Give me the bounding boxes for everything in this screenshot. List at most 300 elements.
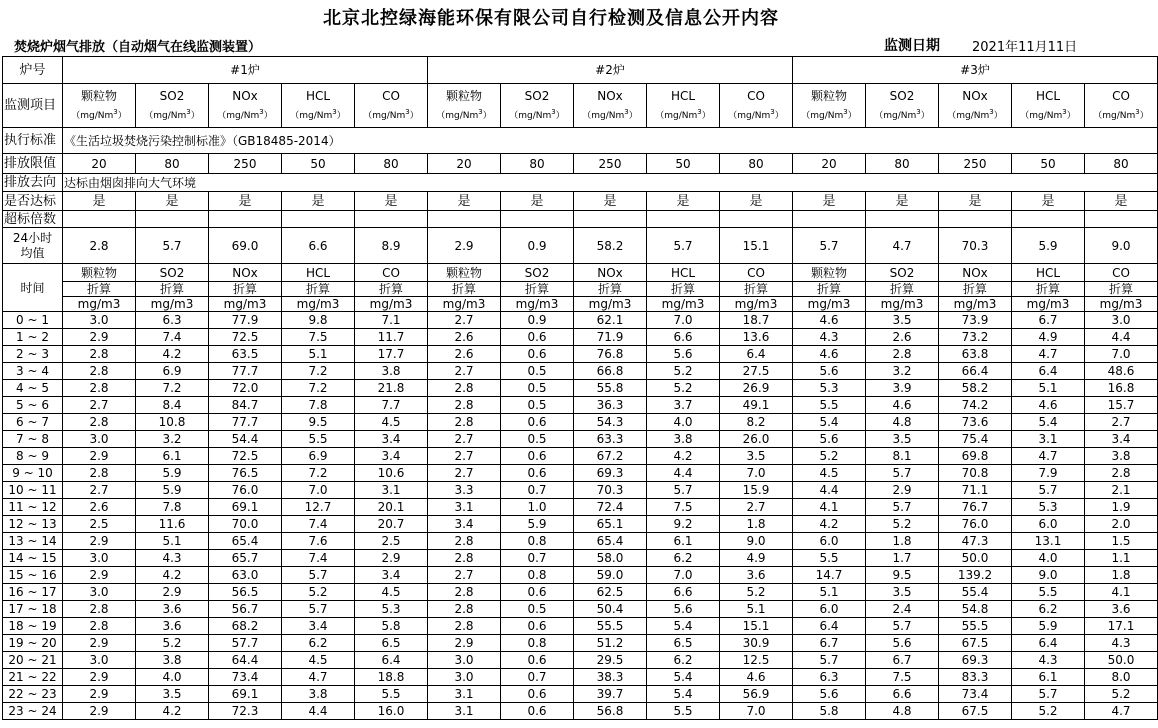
hourly-value: 2.4 xyxy=(866,601,939,618)
monitor-item-cell xyxy=(428,84,501,128)
pollutant-unit xyxy=(1012,109,1084,121)
hourly-value: 70.3 xyxy=(574,482,647,499)
hourly-value: 62.1 xyxy=(574,312,647,329)
hourly-value: 18.7 xyxy=(720,312,793,329)
pollutant-unit xyxy=(574,109,646,121)
hourly-value: 5.2 xyxy=(647,380,720,397)
hourly-value: 50.4 xyxy=(574,601,647,618)
unit-prefix: （mg/Nm xyxy=(509,111,552,121)
hourly-value: 5.1 xyxy=(793,584,866,601)
compliance-value: 是 xyxy=(793,192,866,211)
sub-pollutant-name: 颗粒物 xyxy=(793,264,866,282)
hourly-value: 4.3 xyxy=(793,329,866,346)
furnace-header-row xyxy=(3,57,1158,84)
hourly-value: 76.7 xyxy=(939,499,1012,516)
hourly-value: 4.7 xyxy=(1012,448,1085,465)
limit-value: 20 xyxy=(63,154,136,174)
hourly-value: 6.3 xyxy=(136,312,209,329)
hourly-value: 73.6 xyxy=(939,414,1012,431)
avg24-value: 70.3 xyxy=(939,228,1012,264)
monitor-item-cell xyxy=(574,84,647,128)
hourly-value: 4.4 xyxy=(647,465,720,482)
unit-prefix: （mg/Nm xyxy=(363,111,406,121)
monitor-item-label: 监测项目 xyxy=(3,84,63,128)
hourly-value: 2.9 xyxy=(63,448,136,465)
table-row xyxy=(3,431,1158,448)
unit-superscript: 3 xyxy=(770,108,775,116)
hourly-value: 9.8 xyxy=(282,312,355,329)
hourly-value: 139.2 xyxy=(939,567,1012,584)
hourly-value: 70.8 xyxy=(939,465,1012,482)
hourly-value: 4.7 xyxy=(1085,703,1158,720)
hourly-value: 76.0 xyxy=(939,516,1012,533)
hourly-value: 65.4 xyxy=(574,533,647,550)
hourly-value: 20.7 xyxy=(355,516,428,533)
hourly-value: 7.2 xyxy=(136,380,209,397)
table-row xyxy=(3,448,1158,465)
hourly-value: 72.4 xyxy=(574,499,647,516)
hourly-value: 4.8 xyxy=(866,414,939,431)
hourly-value: 5.3 xyxy=(355,601,428,618)
conv-label: 折算 xyxy=(209,282,282,297)
hourly-value: 4.2 xyxy=(647,448,720,465)
hourly-value: 2.9 xyxy=(136,584,209,601)
unit-prefix: （mg/Nm xyxy=(728,111,771,121)
hourly-value: 10.6 xyxy=(355,465,428,482)
time-range: 6 ~ 7 xyxy=(3,414,63,431)
unit-suffix: ） xyxy=(117,111,127,121)
hourly-value: 5.6 xyxy=(793,431,866,448)
hourly-value: 73.4 xyxy=(209,669,282,686)
avg24-label-line2: 均值 xyxy=(20,246,45,260)
hourly-value: 2.8 xyxy=(428,601,501,618)
hourly-value: 5.8 xyxy=(793,703,866,720)
exceed-row xyxy=(3,211,1158,228)
hourly-value: 5.5 xyxy=(282,431,355,448)
hourly-value: 2.9 xyxy=(355,550,428,567)
hourly-value: 4.4 xyxy=(282,703,355,720)
hourly-value: 69.1 xyxy=(209,499,282,516)
sub-pollutant-name: 颗粒物 xyxy=(63,264,136,282)
hourly-value: 6.6 xyxy=(647,584,720,601)
unit-superscript: 3 xyxy=(186,108,191,116)
time-range: 5 ~ 6 xyxy=(3,397,63,414)
unit-label: mg/m3 xyxy=(574,297,647,312)
hourly-value: 50.0 xyxy=(1085,652,1158,669)
hourly-value: 0.6 xyxy=(501,584,574,601)
hourly-value: 7.6 xyxy=(282,533,355,550)
hourly-value: 4.2 xyxy=(136,567,209,584)
compliance-row xyxy=(3,192,1158,211)
time-range: 1 ~ 2 xyxy=(3,329,63,346)
hourly-value: 4.7 xyxy=(282,669,355,686)
avg24-value: 5.7 xyxy=(793,228,866,264)
exceed-value xyxy=(282,211,355,228)
hourly-value: 47.3 xyxy=(939,533,1012,550)
hourly-value: 5.5 xyxy=(647,703,720,720)
pollutant-name: HCL xyxy=(1035,89,1061,103)
compliance-value: 是 xyxy=(939,192,1012,211)
furnace-3-header: #3炉 xyxy=(793,57,1158,84)
hourly-value: 7.5 xyxy=(647,499,720,516)
hourly-value: 7.2 xyxy=(282,380,355,397)
unit-prefix: （mg/Nm xyxy=(436,111,479,121)
table-row xyxy=(3,329,1158,346)
hourly-value: 2.5 xyxy=(63,516,136,533)
hourly-value: 3.6 xyxy=(136,601,209,618)
exceed-value xyxy=(63,211,136,228)
hourly-value: 55.5 xyxy=(939,618,1012,635)
sub-conv-row xyxy=(3,282,1158,297)
hourly-value: 70.0 xyxy=(209,516,282,533)
hourly-value: 5.6 xyxy=(647,601,720,618)
hourly-value: 5.7 xyxy=(866,499,939,516)
hourly-value: 4.2 xyxy=(793,516,866,533)
compliance-value: 是 xyxy=(720,192,793,211)
table-row xyxy=(3,550,1158,567)
hourly-value: 2.6 xyxy=(866,329,939,346)
monitor-item-cell xyxy=(793,84,866,128)
hourly-value: 7.0 xyxy=(647,312,720,329)
pollutant-name: CO xyxy=(382,89,400,103)
limit-value: 250 xyxy=(209,154,282,174)
hourly-value: 2.7 xyxy=(1085,414,1158,431)
hourly-value: 5.7 xyxy=(793,652,866,669)
destination-text: 达标由烟囱排向大气环境 xyxy=(63,174,1158,192)
hourly-value: 2.9 xyxy=(63,533,136,550)
time-range: 11 ~ 12 xyxy=(3,499,63,516)
hourly-value: 2.7 xyxy=(428,312,501,329)
hourly-value: 4.5 xyxy=(282,652,355,669)
compliance-value: 是 xyxy=(1085,192,1158,211)
limit-value: 50 xyxy=(647,154,720,174)
hourly-value: 4.0 xyxy=(136,669,209,686)
pollutant-unit xyxy=(355,109,427,121)
table-row xyxy=(3,346,1158,363)
hourly-value: 55.8 xyxy=(574,380,647,397)
conv-label: 折算 xyxy=(428,282,501,297)
hourly-value: 3.0 xyxy=(63,431,136,448)
unit-label: mg/m3 xyxy=(1085,297,1158,312)
unit-superscript: 3 xyxy=(405,108,410,116)
unit-label: mg/m3 xyxy=(866,297,939,312)
hourly-value: 2.9 xyxy=(63,635,136,652)
hourly-value: 1.8 xyxy=(1085,567,1158,584)
hourly-value: 76.8 xyxy=(574,346,647,363)
hourly-value: 3.9 xyxy=(866,380,939,397)
hourly-value: 5.2 xyxy=(1085,686,1158,703)
hourly-value: 48.6 xyxy=(1085,363,1158,380)
time-range: 15 ~ 16 xyxy=(3,567,63,584)
pollutant-name: SO2 xyxy=(889,89,915,103)
hourly-value: 3.1 xyxy=(428,686,501,703)
hourly-value: 3.8 xyxy=(1085,448,1158,465)
pollutant-unit xyxy=(428,109,500,121)
time-range: 19 ~ 20 xyxy=(3,635,63,652)
hourly-value: 5.7 xyxy=(866,618,939,635)
time-range: 7 ~ 8 xyxy=(3,431,63,448)
hourly-value: 2.9 xyxy=(63,703,136,720)
conv-label: 折算 xyxy=(574,282,647,297)
avg24-value: 15.1 xyxy=(720,228,793,264)
hourly-value: 8.2 xyxy=(720,414,793,431)
hourly-value: 3.7 xyxy=(647,397,720,414)
hourly-value: 5.9 xyxy=(136,482,209,499)
pollutant-name: 颗粒物 xyxy=(445,89,482,103)
pollutant-name: NOx xyxy=(597,89,623,103)
hourly-value: 6.4 xyxy=(793,618,866,635)
hourly-value: 5.9 xyxy=(136,465,209,482)
hourly-value: 26.9 xyxy=(720,380,793,397)
compliance-value: 是 xyxy=(574,192,647,211)
hourly-value: 6.1 xyxy=(1012,669,1085,686)
hourly-value: 29.5 xyxy=(574,652,647,669)
hourly-value: 4.0 xyxy=(647,414,720,431)
hourly-value: 71.9 xyxy=(574,329,647,346)
hourly-value: 2.7 xyxy=(428,465,501,482)
hourly-value: 5.7 xyxy=(647,482,720,499)
hourly-value: 3.5 xyxy=(866,584,939,601)
hourly-value: 73.2 xyxy=(939,329,1012,346)
conv-label: 折算 xyxy=(63,282,136,297)
hourly-value: 67.5 xyxy=(939,635,1012,652)
table-row xyxy=(3,686,1158,703)
pollutant-unit xyxy=(793,109,865,121)
hourly-value: 6.6 xyxy=(647,329,720,346)
sub-pollutant-name: 颗粒物 xyxy=(428,264,501,282)
hourly-value: 4.5 xyxy=(355,584,428,601)
hourly-value: 5.7 xyxy=(866,465,939,482)
hourly-value: 69.1 xyxy=(209,686,282,703)
hourly-value: 13.6 xyxy=(720,329,793,346)
hourly-value: 0.6 xyxy=(501,686,574,703)
compliance-value: 是 xyxy=(63,192,136,211)
pollutant-name: 颗粒物 xyxy=(810,89,847,103)
hourly-value: 69.8 xyxy=(939,448,1012,465)
table-row xyxy=(3,635,1158,652)
hourly-value: 2.6 xyxy=(63,499,136,516)
unit-label: mg/m3 xyxy=(136,297,209,312)
unit-superscript: 3 xyxy=(624,108,629,116)
hourly-value: 3.5 xyxy=(866,431,939,448)
hourly-value: 6.4 xyxy=(355,652,428,669)
monitor-item-cell xyxy=(136,84,209,128)
hourly-value: 15.9 xyxy=(720,482,793,499)
hourly-value: 6.0 xyxy=(793,601,866,618)
sub-pollutant-name: NOx xyxy=(939,264,1012,282)
unit-superscript: 3 xyxy=(843,108,848,116)
standard-text: 《生活垃圾焚烧污染控制标准》（GB18485-2014） xyxy=(63,128,1158,154)
hourly-value: 26.0 xyxy=(720,431,793,448)
conv-label: 折算 xyxy=(793,282,866,297)
unit-suffix: ） xyxy=(920,111,930,121)
standard-label: 执行标准 xyxy=(3,128,63,154)
compliance-value: 是 xyxy=(282,192,355,211)
hourly-value: 5.3 xyxy=(793,380,866,397)
exceed-label: 超标倍数 xyxy=(3,211,63,228)
compliance-value: 是 xyxy=(136,192,209,211)
unit-prefix: （mg/Nm xyxy=(874,111,917,121)
hourly-value: 3.1 xyxy=(1012,431,1085,448)
hourly-value: 0.6 xyxy=(501,329,574,346)
exceed-value xyxy=(355,211,428,228)
hourly-value: 2.7 xyxy=(63,397,136,414)
hourly-value: 3.4 xyxy=(1085,431,1158,448)
hourly-value: 74.2 xyxy=(939,397,1012,414)
hourly-value: 1.0 xyxy=(501,499,574,516)
unit-label: mg/m3 xyxy=(501,297,574,312)
hourly-value: 12.7 xyxy=(282,499,355,516)
hourly-value: 67.2 xyxy=(574,448,647,465)
conv-label: 折算 xyxy=(1012,282,1085,297)
hourly-value: 0.5 xyxy=(501,380,574,397)
compliance-value: 是 xyxy=(1012,192,1085,211)
time-range: 2 ~ 3 xyxy=(3,346,63,363)
table-row xyxy=(3,703,1158,720)
hourly-value: 5.1 xyxy=(720,601,793,618)
hourly-value: 5.6 xyxy=(793,363,866,380)
hourly-value: 4.6 xyxy=(866,397,939,414)
hourly-value: 4.4 xyxy=(1085,329,1158,346)
unit-suffix: ） xyxy=(263,111,273,121)
unit-suffix: ） xyxy=(336,111,346,121)
unit-label: mg/m3 xyxy=(355,297,428,312)
hourly-value: 3.6 xyxy=(720,567,793,584)
table-row xyxy=(3,414,1158,431)
conv-label: 折算 xyxy=(647,282,720,297)
sub-unit-row xyxy=(3,297,1158,312)
table-row xyxy=(3,584,1158,601)
hourly-value: 2.8 xyxy=(63,380,136,397)
table-row xyxy=(3,618,1158,635)
exceed-value xyxy=(1085,211,1158,228)
hourly-value: 7.8 xyxy=(136,499,209,516)
hourly-value: 1.7 xyxy=(866,550,939,567)
hourly-value: 4.9 xyxy=(720,550,793,567)
hourly-value: 9.5 xyxy=(866,567,939,584)
hourly-value: 12.5 xyxy=(720,652,793,669)
hourly-value: 0.8 xyxy=(501,635,574,652)
hourly-value: 72.3 xyxy=(209,703,282,720)
unit-superscript: 3 xyxy=(1062,108,1067,116)
table-row xyxy=(3,516,1158,533)
limit-row xyxy=(3,154,1158,174)
hourly-value: 7.9 xyxy=(1012,465,1085,482)
hourly-value: 6.5 xyxy=(647,635,720,652)
hourly-value: 0.7 xyxy=(501,669,574,686)
hourly-value: 63.3 xyxy=(574,431,647,448)
hourly-value: 6.2 xyxy=(647,550,720,567)
hourly-value: 3.4 xyxy=(428,516,501,533)
hourly-value: 0.5 xyxy=(501,363,574,380)
hourly-value: 2.8 xyxy=(428,414,501,431)
hourly-value: 4.0 xyxy=(1012,550,1085,567)
hourly-value: 4.6 xyxy=(1012,397,1085,414)
hourly-value: 56.8 xyxy=(574,703,647,720)
hourly-value: 3.6 xyxy=(1085,601,1158,618)
hourly-value: 1.9 xyxy=(1085,499,1158,516)
hourly-value: 54.4 xyxy=(209,431,282,448)
avg24-value: 8.9 xyxy=(355,228,428,264)
hourly-value: 2.7 xyxy=(720,499,793,516)
hourly-value: 6.2 xyxy=(1012,601,1085,618)
hourly-value: 27.5 xyxy=(720,363,793,380)
hourly-value: 4.7 xyxy=(1012,346,1085,363)
hourly-value: 3.0 xyxy=(63,312,136,329)
pollutant-unit xyxy=(136,109,208,121)
hourly-value: 8.1 xyxy=(866,448,939,465)
monitor-date-value: 2021年11月11日 xyxy=(972,40,1078,55)
sub-pollutant-name: HCL xyxy=(282,264,355,282)
hourly-value: 2.9 xyxy=(63,686,136,703)
unit-superscript: 3 xyxy=(259,108,264,116)
hourly-value: 57.7 xyxy=(209,635,282,652)
hourly-value: 6.7 xyxy=(793,635,866,652)
hourly-value: 8.0 xyxy=(1085,669,1158,686)
conv-label: 折算 xyxy=(501,282,574,297)
pollutant-unit xyxy=(866,109,938,121)
hourly-value: 0.7 xyxy=(501,550,574,567)
time-range: 13 ~ 14 xyxy=(3,533,63,550)
hourly-value: 0.6 xyxy=(501,465,574,482)
time-range: 20 ~ 21 xyxy=(3,652,63,669)
hourly-value: 7.4 xyxy=(282,516,355,533)
hourly-value: 59.0 xyxy=(574,567,647,584)
hourly-value: 3.0 xyxy=(63,584,136,601)
hourly-value: 7.0 xyxy=(282,482,355,499)
sub-pollutant-name: CO xyxy=(720,264,793,282)
pollutant-unit xyxy=(501,109,573,121)
exceed-value xyxy=(939,211,1012,228)
unit-superscript: 3 xyxy=(989,108,994,116)
hourly-value: 6.0 xyxy=(1012,516,1085,533)
unit-suffix: ） xyxy=(555,111,565,121)
hourly-value: 5.1 xyxy=(282,346,355,363)
avg24-value: 9.0 xyxy=(1085,228,1158,264)
hourly-value: 63.8 xyxy=(939,346,1012,363)
hourly-value: 5.4 xyxy=(647,669,720,686)
pollutant-unit xyxy=(63,109,135,121)
hourly-value: 3.0 xyxy=(428,669,501,686)
unit-suffix: ） xyxy=(1139,111,1149,121)
hourly-value: 3.5 xyxy=(720,448,793,465)
hourly-value: 9.2 xyxy=(647,516,720,533)
conv-label: 折算 xyxy=(866,282,939,297)
hourly-value: 39.7 xyxy=(574,686,647,703)
hourly-value: 69.3 xyxy=(939,652,1012,669)
unit-superscript: 3 xyxy=(1135,108,1140,116)
hourly-value: 2.5 xyxy=(355,533,428,550)
limit-value: 80 xyxy=(355,154,428,174)
sub-item-row xyxy=(3,264,1158,282)
hourly-value: 5.2 xyxy=(647,363,720,380)
hourly-value: 7.5 xyxy=(282,329,355,346)
avg24-label-line1: 24小时 xyxy=(12,231,53,245)
hourly-value: 6.1 xyxy=(647,533,720,550)
hourly-value: 0.9 xyxy=(501,312,574,329)
exceed-value xyxy=(428,211,501,228)
hourly-value: 4.5 xyxy=(793,465,866,482)
time-range: 18 ~ 19 xyxy=(3,618,63,635)
table-row xyxy=(3,482,1158,499)
compliance-value: 是 xyxy=(428,192,501,211)
avg24-value: 2.8 xyxy=(63,228,136,264)
hourly-value: 65.7 xyxy=(209,550,282,567)
unit-label: mg/m3 xyxy=(793,297,866,312)
hourly-value: 6.0 xyxy=(793,533,866,550)
hourly-value: 7.4 xyxy=(136,329,209,346)
destination-label: 排放去向 xyxy=(3,174,63,192)
